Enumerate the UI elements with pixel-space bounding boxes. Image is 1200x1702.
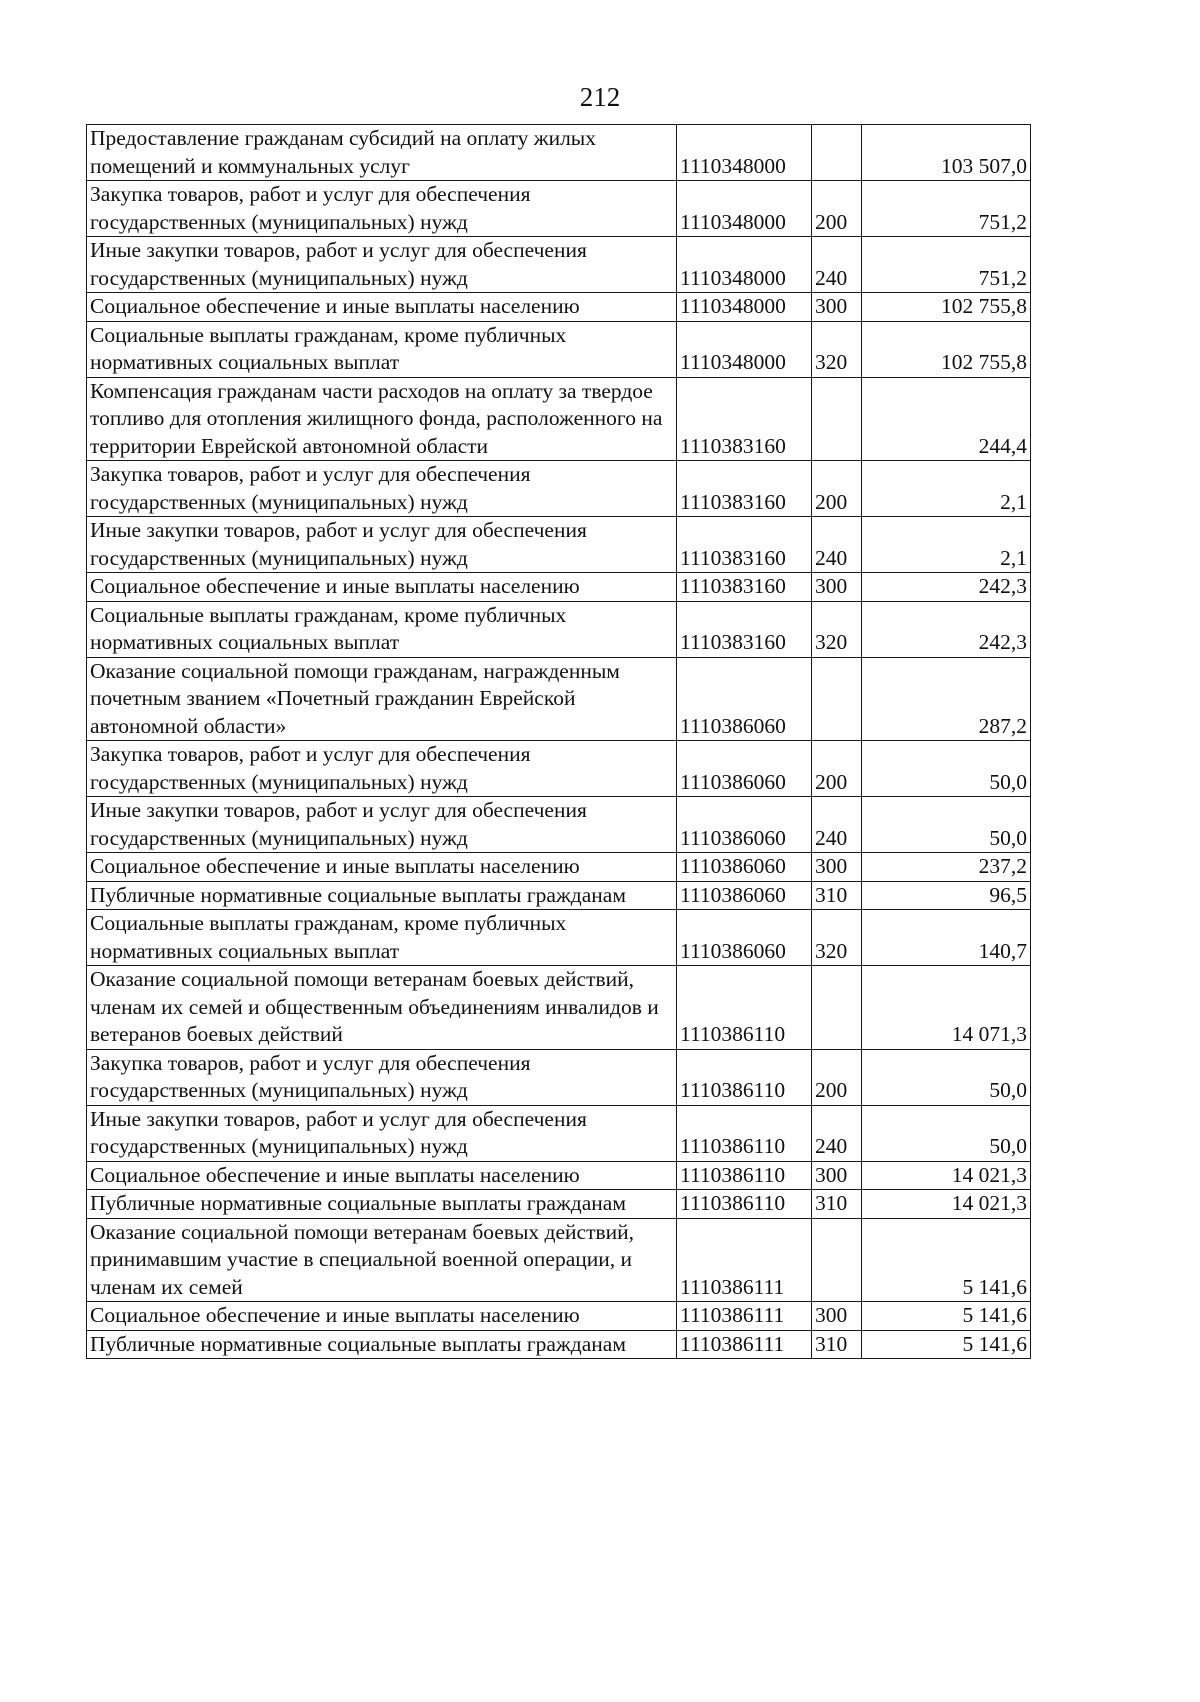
amount-cell: 5 141,6 [862,1302,1031,1331]
expense-type-cell [812,1218,862,1302]
expense-type-cell: 320 [812,910,862,966]
amount-cell: 244,4 [862,377,1031,461]
amount-cell: 14 071,3 [862,966,1031,1050]
target-article-code-cell: 1110386060 [677,741,812,797]
amount-cell: 140,7 [862,910,1031,966]
expense-type-cell: 240 [812,1105,862,1161]
expense-type-cell [812,125,862,181]
table-row [87,881,1031,910]
target-article-code-cell: 1110386110 [677,966,812,1050]
target-article-code-cell: 1110386111 [677,1302,812,1331]
table-row [87,517,1031,573]
table-row [87,1190,1031,1219]
expense-name-cell: Оказание социальной помощи ветеранам боевых действий, членам их семей и общественным объединениям инвалидов и ветеранов боевых действий [87,966,677,1050]
table-row [87,237,1031,293]
expense-type-cell: 300 [812,573,862,602]
table-row [87,461,1031,517]
expense-type-cell: 240 [812,517,862,573]
target-article-code-cell: 1110383160 [677,461,812,517]
amount-cell: 2,1 [862,517,1031,573]
target-article-code-cell: 1110386110 [677,1161,812,1190]
budget-table [86,124,1031,1359]
table-row [87,657,1031,741]
amount-cell: 751,2 [862,181,1031,237]
amount-cell: 50,0 [862,741,1031,797]
expense-name-cell: Публичные нормативные социальные выплаты гражданам [87,1190,677,1219]
expense-type-cell [812,657,862,741]
expense-name-cell: Социальное обеспечение и иные выплаты населению [87,853,677,882]
amount-cell: 50,0 [862,1105,1031,1161]
table-row [87,797,1031,853]
budget-table-body [87,125,1031,1359]
expense-name-cell: Социальные выплаты гражданам, кроме публичных нормативных социальных выплат [87,321,677,377]
target-article-code-cell: 1110386110 [677,1049,812,1105]
amount-cell: 103 507,0 [862,125,1031,181]
expense-name-cell: Социальное обеспечение и иные выплаты населению [87,573,677,602]
amount-cell: 5 141,6 [862,1218,1031,1302]
expense-type-cell: 310 [812,1330,862,1359]
table-row [87,1105,1031,1161]
amount-cell: 102 755,8 [862,293,1031,322]
table-row [87,1218,1031,1302]
target-article-code-cell: 1110386110 [677,1190,812,1219]
target-article-code-cell: 1110383160 [677,601,812,657]
expense-type-cell: 200 [812,741,862,797]
expense-name-cell: Иные закупки товаров, работ и услуг для обеспечения государственных (муниципальных) нужд [87,517,677,573]
amount-cell: 237,2 [862,853,1031,882]
target-article-code-cell: 1110383160 [677,377,812,461]
amount-cell: 50,0 [862,1049,1031,1105]
expense-name-cell: Закупка товаров, работ и услуг для обеспечения государственных (муниципальных) нужд [87,461,677,517]
expense-name-cell: Публичные нормативные социальные выплаты гражданам [87,1330,677,1359]
target-article-code-cell: 1110348000 [677,321,812,377]
target-article-code-cell: 1110386060 [677,853,812,882]
target-article-code-cell: 1110383160 [677,573,812,602]
table-row [87,573,1031,602]
target-article-code-cell: 1110386060 [677,657,812,741]
expense-type-cell: 240 [812,797,862,853]
expense-name-cell: Иные закупки товаров, работ и услуг для обеспечения государственных (муниципальных) нужд [87,237,677,293]
expense-name-cell: Социальное обеспечение и иные выплаты населению [87,293,677,322]
expense-name-cell: Иные закупки товаров, работ и услуг для обеспечения государственных (муниципальных) нужд [87,1105,677,1161]
expense-type-cell: 200 [812,1049,862,1105]
expense-name-cell: Иные закупки товаров, работ и услуг для обеспечения государственных (муниципальных) нужд [87,797,677,853]
expense-type-cell: 300 [812,853,862,882]
amount-cell: 14 021,3 [862,1161,1031,1190]
target-article-code-cell: 1110386060 [677,881,812,910]
table-row [87,1161,1031,1190]
target-article-code-cell: 1110386111 [677,1218,812,1302]
table-row [87,910,1031,966]
amount-cell: 287,2 [862,657,1031,741]
target-article-code-cell: 1110348000 [677,125,812,181]
expense-type-cell [812,966,862,1050]
target-article-code-cell: 1110348000 [677,237,812,293]
expense-name-cell: Социальное обеспечение и иные выплаты населению [87,1161,677,1190]
table-row [87,966,1031,1050]
table-row [87,853,1031,882]
amount-cell: 751,2 [862,237,1031,293]
table-row [87,1049,1031,1105]
amount-cell: 242,3 [862,573,1031,602]
expense-name-cell: Предоставление гражданам субсидий на оплату жилых помещений и коммунальных услуг [87,125,677,181]
expense-name-cell: Социальные выплаты гражданам, кроме публичных нормативных социальных выплат [87,601,677,657]
expense-type-cell [812,377,862,461]
table-row [87,293,1031,322]
expense-name-cell: Оказание социальной помощи ветеранам боевых действий, принимавшим участие в специальной военной операции, и членам их семей [87,1218,677,1302]
expense-type-cell: 300 [812,1302,862,1331]
target-article-code-cell: 1110386110 [677,1105,812,1161]
target-article-code-cell: 1110348000 [677,293,812,322]
table-row [87,321,1031,377]
table-row [87,1302,1031,1331]
expense-type-cell: 300 [812,1161,862,1190]
expense-type-cell: 300 [812,293,862,322]
amount-cell: 102 755,8 [862,321,1031,377]
target-article-code-cell: 1110386111 [677,1330,812,1359]
expense-type-cell: 240 [812,237,862,293]
expense-name-cell: Компенсация гражданам части расходов на оплату за твердое топливо для отопления жилищного фонда, расположенного на территории Еврейской автономной области [87,377,677,461]
expense-type-cell: 320 [812,601,862,657]
amount-cell: 242,3 [862,601,1031,657]
expense-name-cell: Социальные выплаты гражданам, кроме публичных нормативных социальных выплат [87,910,677,966]
expense-name-cell: Публичные нормативные социальные выплаты гражданам [87,881,677,910]
amount-cell: 14 021,3 [862,1190,1031,1219]
table-row [87,1330,1031,1359]
amount-cell: 96,5 [862,881,1031,910]
table-row [87,125,1031,181]
expense-type-cell: 310 [812,1190,862,1219]
target-article-code-cell: 1110386060 [677,910,812,966]
page-number: 212 [579,82,621,112]
expense-name-cell: Закупка товаров, работ и услуг для обеспечения государственных (муниципальных) нужд [87,741,677,797]
target-article-code-cell: 1110386060 [677,797,812,853]
expense-type-cell: 200 [812,461,862,517]
amount-cell: 5 141,6 [862,1330,1031,1359]
expense-name-cell: Оказание социальной помощи гражданам, награжденным почетным званием «Почетный гражданин Еврейской автономной области» [87,657,677,741]
table-row [87,181,1031,237]
table-row [87,377,1031,461]
expense-name-cell: Закупка товаров, работ и услуг для обеспечения государственных (муниципальных) нужд [87,1049,677,1105]
expense-type-cell: 200 [812,181,862,237]
target-article-code-cell: 1110383160 [677,517,812,573]
amount-cell: 50,0 [862,797,1031,853]
expense-name-cell: Социальное обеспечение и иные выплаты населению [87,1302,677,1331]
amount-cell: 2,1 [862,461,1031,517]
table-row [87,601,1031,657]
expense-type-cell: 320 [812,321,862,377]
expense-name-cell: Закупка товаров, работ и услуг для обеспечения государственных (муниципальных) нужд [87,181,677,237]
target-article-code-cell: 1110348000 [677,181,812,237]
table-row [87,741,1031,797]
expense-type-cell: 310 [812,881,862,910]
